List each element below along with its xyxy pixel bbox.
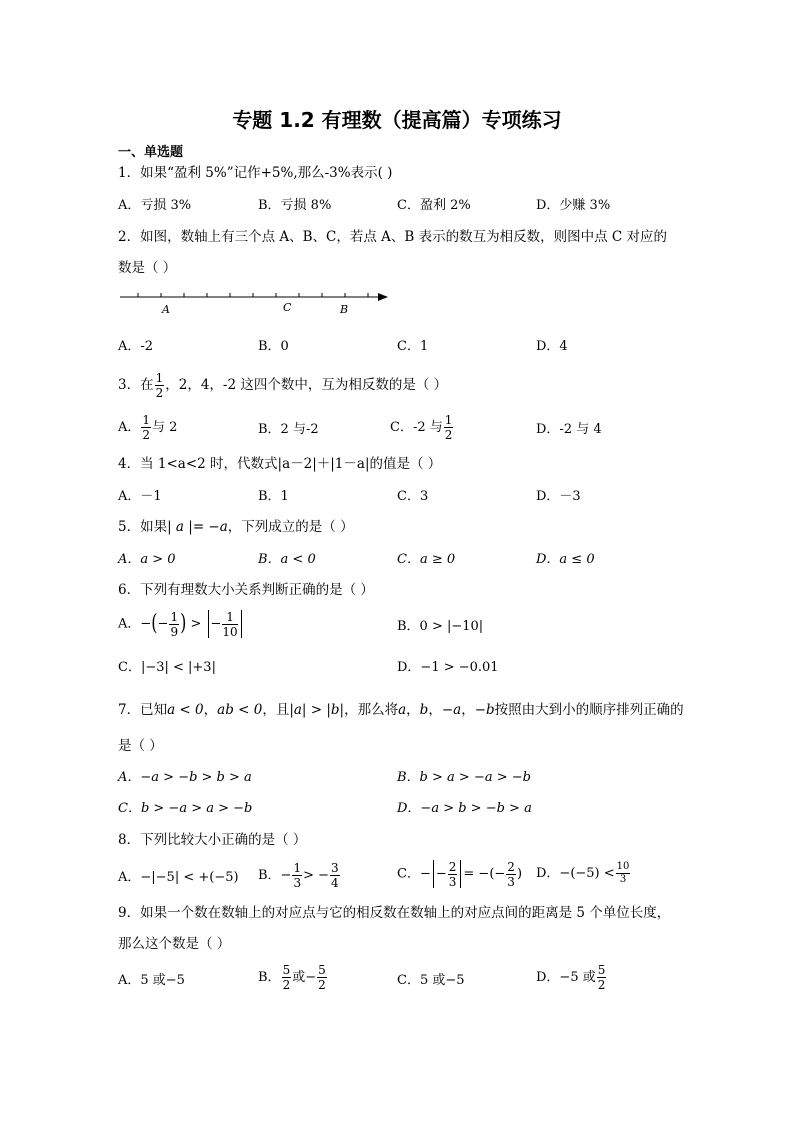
q6-option-a: A．−(− $\frac{1}{9}$ ) > − $\frac{1}{10}$ bbox=[118, 610, 244, 638]
q3-option-c: C．-2 与 $\frac{1}{2}$ bbox=[390, 413, 453, 442]
q6-option-b: B．0 > |−10| bbox=[397, 619, 484, 634]
q2-stem-line1: 2．如图，数轴上有三个点 A、B、C，若点 A、B 表示的数互为相反数，则图中点 C 对应的 bbox=[118, 229, 668, 245]
q2-option-c: C．1 bbox=[397, 339, 429, 354]
q7-stem-line1: 7．已知a < 0，ab < 0，且|a| > |b|，那么将a，b，−a，−b按照由大到小的顺序排列正确的 bbox=[118, 702, 684, 718]
q7-option-b: B．b > a > −a > −b bbox=[397, 770, 531, 785]
q8-option-d: D．−(−5) < $\frac{10}{3}$ bbox=[536, 861, 630, 885]
q7-option-d: D．−a > b > −b > a bbox=[397, 801, 532, 816]
q4-option-a: A．－1 bbox=[118, 489, 162, 504]
q9-stem-line2: 那么这个数是（ ） bbox=[118, 936, 231, 952]
q9-option-d: D．−5 或 $\frac{5}{2}$ bbox=[536, 963, 606, 992]
axis-label-c: C bbox=[283, 301, 292, 314]
q3-option-a: A． $\frac{1}{2}$ 与 2 bbox=[118, 413, 178, 442]
q1-option-b: B．亏损 8% bbox=[258, 198, 332, 213]
q8-stem: 8．下列比较大小正确的是（ ） bbox=[118, 832, 307, 848]
q4-option-d: D．－3 bbox=[536, 489, 581, 504]
q6-stem: 6．下列有理数大小关系判断正确的是（ ） bbox=[118, 582, 374, 598]
number-line-arrow bbox=[378, 293, 388, 301]
q8-option-c: C．− − $\frac{2}{3}$ = −(− $\frac{2}{3}$ ) bbox=[397, 859, 523, 889]
q1-option-c: C．盈利 2% bbox=[397, 198, 471, 213]
q4-option-b: B．1 bbox=[258, 489, 289, 504]
q7-option-c: C．b > −a > a > −b bbox=[118, 801, 253, 816]
number-line-figure bbox=[118, 287, 393, 319]
q5-option-d: D．a ≤ 0 bbox=[536, 552, 595, 567]
q1-stem: 1．如果“盈利 5%”记作+5%,那么-3%表示( ) bbox=[118, 165, 393, 181]
page-title: 专题 1.2 有理数（提高篇）专项练习 bbox=[232, 108, 562, 132]
q7-option-a: A．−a > −b > b > a bbox=[118, 770, 252, 785]
q4-option-c: C．3 bbox=[397, 489, 429, 504]
q4-stem: 4．当 1<a<2 时，代数式|a－2|＋|1－a|的值是（ ） bbox=[118, 456, 442, 472]
q8-option-a: A．−|−5| < +(−5) bbox=[118, 870, 239, 885]
number-line-ticks bbox=[138, 293, 368, 297]
q9-option-b: B． $\frac{5}{2}$ 或− $\frac{5}{2}$ bbox=[258, 963, 326, 992]
q3-option-b: B．2 与-2 bbox=[258, 422, 319, 437]
q9-stem-line1: 9．如果一个数在数轴上的对应点与它的相反数在数轴上的对应点间的距离是 5 个单位长度， bbox=[118, 905, 671, 921]
axis-label-b: B bbox=[340, 303, 349, 316]
q2-option-b: B．0 bbox=[258, 339, 289, 354]
q5-option-c: C．a ≥ 0 bbox=[397, 552, 456, 567]
fraction: $\frac{1}{2}$ bbox=[155, 371, 164, 400]
q3-stem: 3．在 $\frac{1}{2}$ ，2，4，-2 这四个数中，互为相反数的是（ ） bbox=[118, 371, 448, 400]
axis-label-a: A bbox=[162, 303, 170, 316]
q1-option-d: D．少赚 3% bbox=[536, 198, 611, 213]
q9-option-c: C．5 或−5 bbox=[397, 973, 465, 988]
q7-stem-line2: 是（ ） bbox=[118, 738, 163, 754]
q2-stem-line2: 数是（ ） bbox=[118, 260, 177, 276]
q1-option-a: A．亏损 3% bbox=[118, 198, 192, 213]
q6-option-c: C．|−3| < |+3| bbox=[118, 660, 216, 675]
q5-stem: 5．如果| a |= −a，下列成立的是（ ） bbox=[118, 519, 354, 535]
q2-option-a: A．-2 bbox=[118, 339, 154, 354]
q5-option-b: B．a < 0 bbox=[258, 552, 316, 567]
section-heading: 一、单选题 bbox=[118, 145, 184, 160]
q8-option-b: B．− $\frac{1}{3}$ > − $\frac{3}{4}$ bbox=[258, 861, 339, 890]
q3-option-d: D．-2 与 4 bbox=[536, 422, 602, 437]
q6-option-d: D．−1 > −0.01 bbox=[397, 660, 499, 675]
q5-option-a: A．a > 0 bbox=[118, 552, 176, 567]
q2-option-d: D．4 bbox=[536, 339, 568, 354]
q9-option-a: A．5 或−5 bbox=[118, 973, 185, 988]
